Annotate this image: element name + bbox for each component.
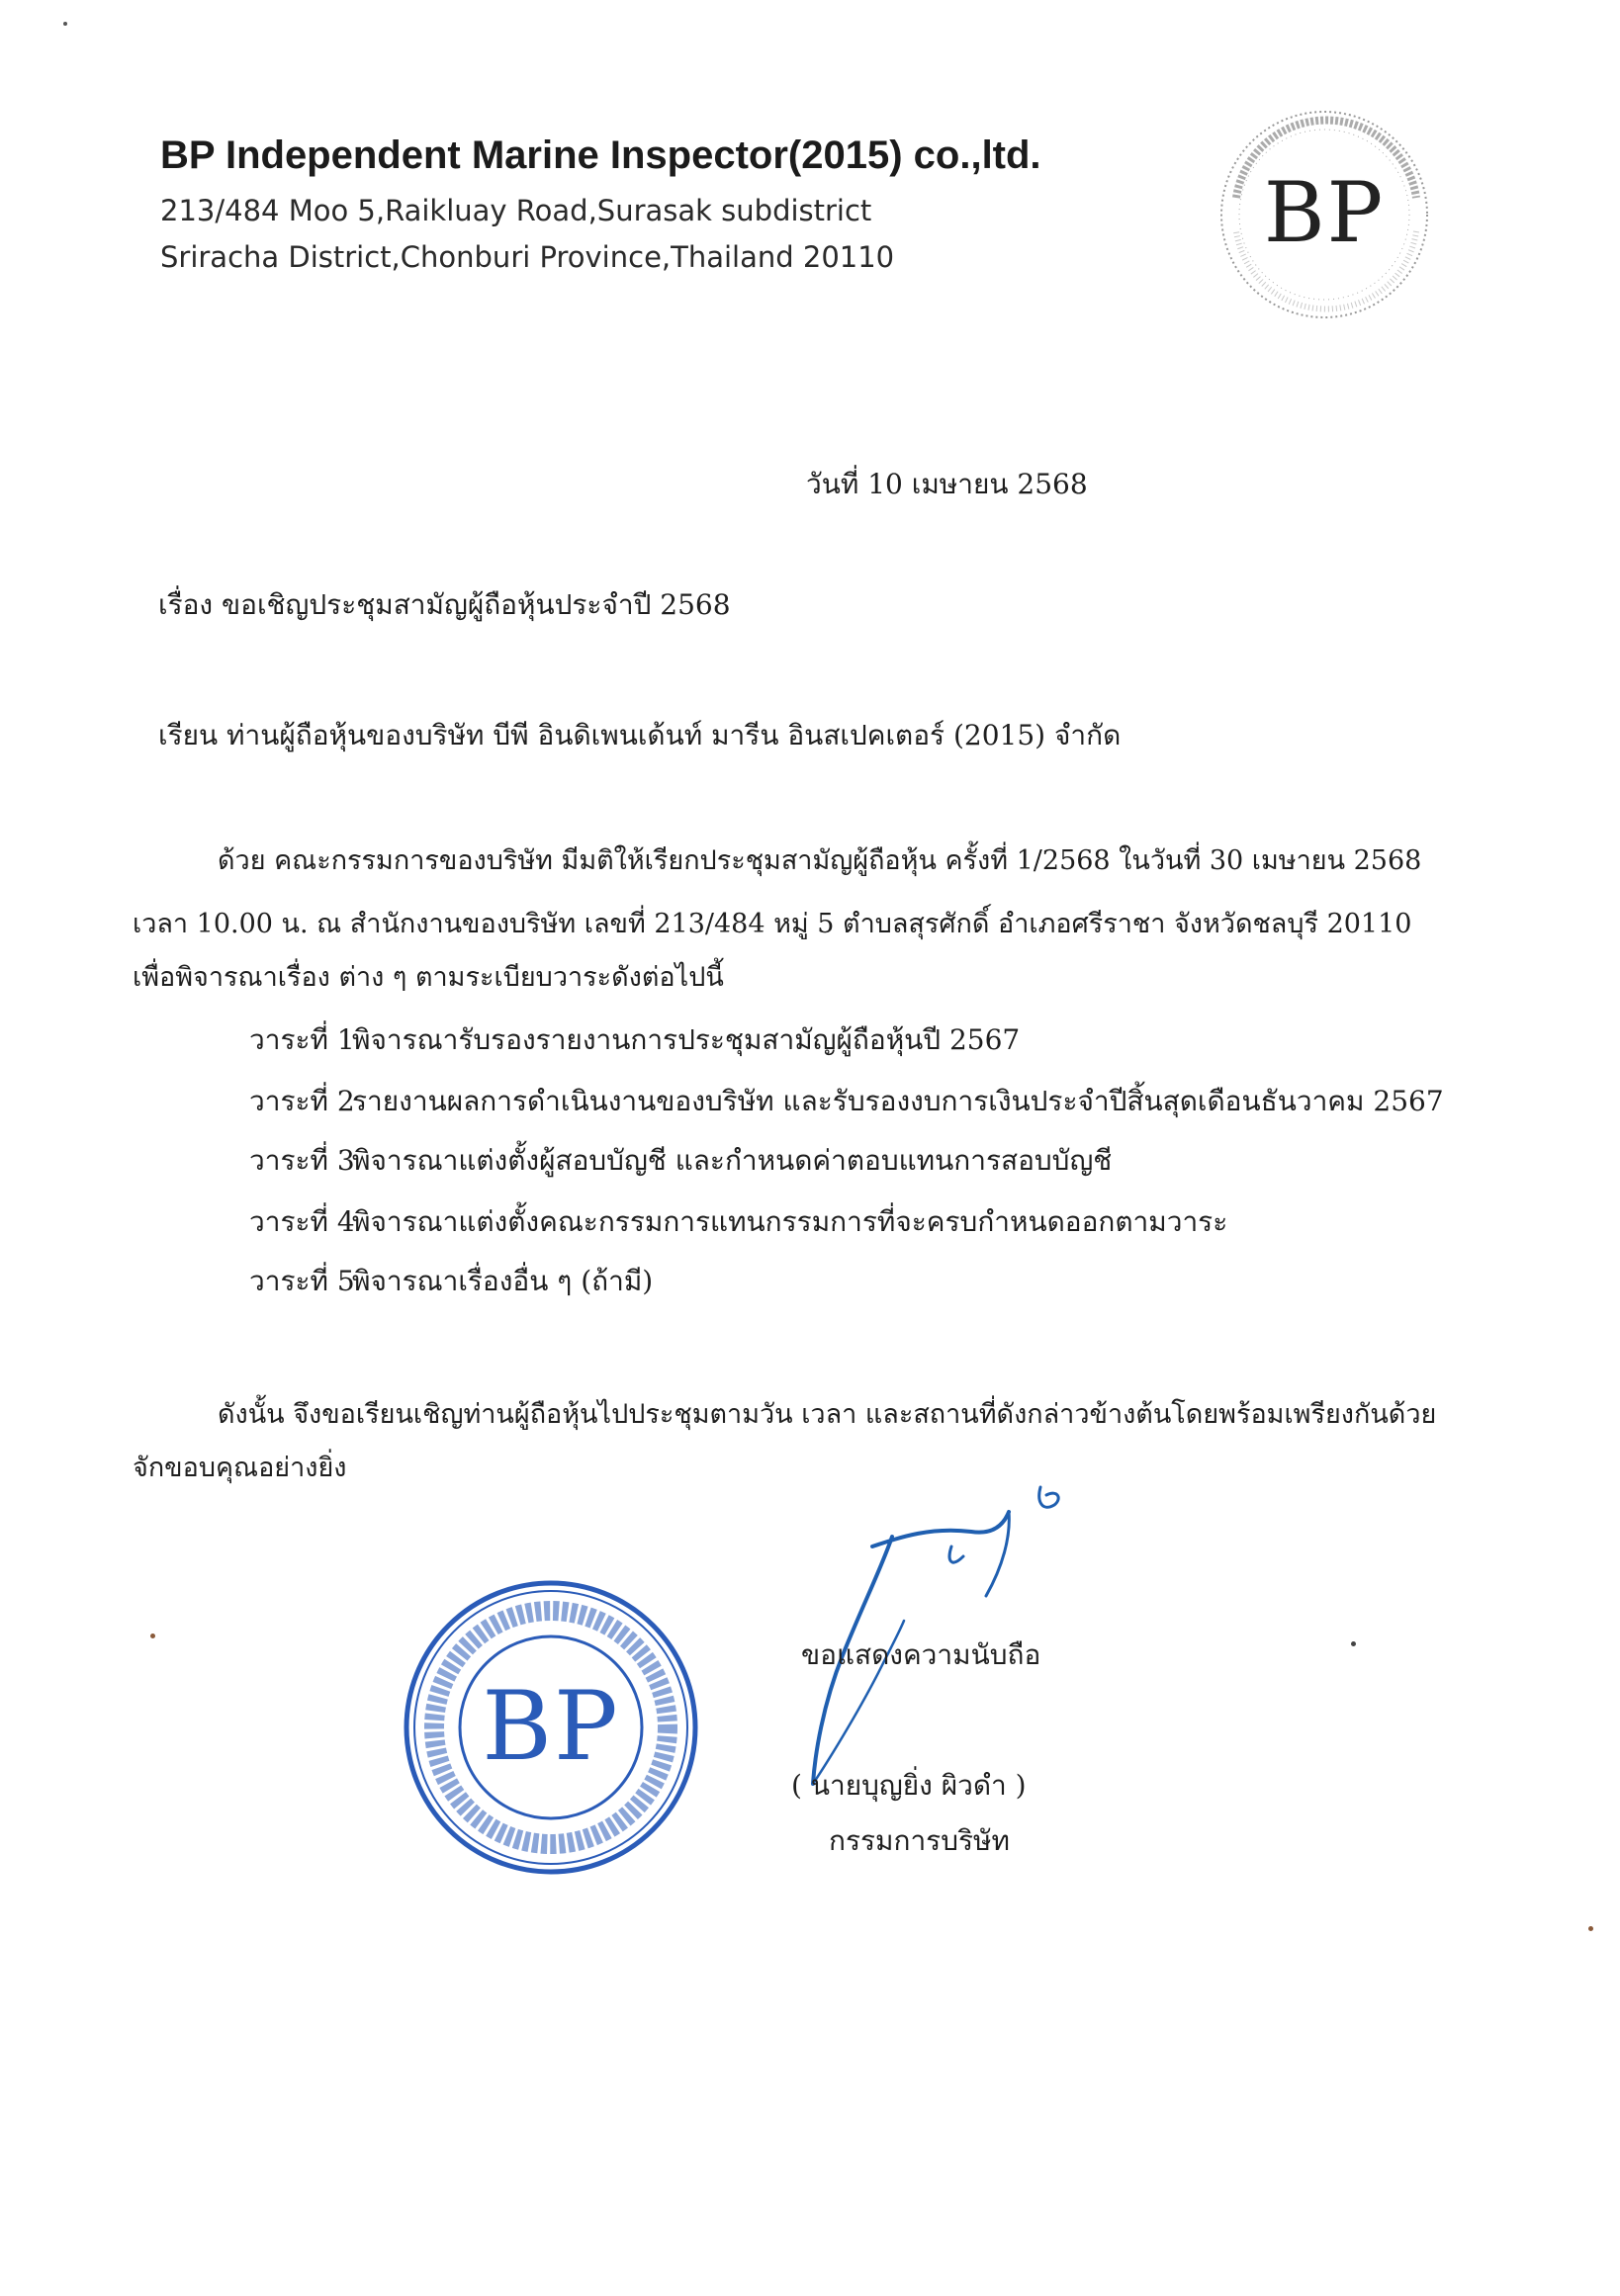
agenda-text: พิจารณาแต่งตั้งผู้สอบบัญชี และกำหนดค่าตอบแทนการสอบบัญชี	[352, 1144, 1113, 1177]
agenda-text: รายงานผลการดำเนินงานของบริษัท และรับรองงบการเงินประจำปีสิ้นสุดเดือนธันวาคม 2567	[352, 1085, 1444, 1117]
paper-speck	[63, 22, 67, 26]
letter-salutation: เรียน ท่านผู้ถือหุ้นของบริษัท บีพี อินดิเพนเด้นท์ มารีน อินสเปคเตอร์ (2015) จำกัด	[158, 719, 1122, 751]
body-line-3: เพื่อพิจารณาเรื่อง ต่าง ๆ ตามระเบียบวาระดังต่อไปนี้	[133, 962, 724, 993]
agenda-number: วาระที่ 5	[249, 1265, 355, 1297]
agenda-item	[249, 1139, 1112, 1183]
company-stamp	[398, 1574, 704, 1881]
agenda-text: พิจารณารับรองรายงานการประชุมสามัญผู้ถือหุ้นปี 2567	[352, 1023, 1021, 1056]
agenda-text: พิจารณาแต่งตั้งคณะกรรมการแทนกรรมการที่จะครบกำหนดออกตามวาระ	[352, 1205, 1228, 1238]
agenda-number: วาระที่ 4	[249, 1205, 355, 1238]
agenda-text: พิจารณาเรื่องอื่น ๆ (ถ้ามี)	[352, 1265, 654, 1297]
closing-line-1: ดังนั้น จึงขอเรียนเชิญท่านผู้ถือหุ้นไปประชุมตามวัน เวลา และสถานที่ดังกล่าวข้างต้นโดยพร้อมเพรียงกันด้วย	[218, 1399, 1437, 1430]
signer-title: กรรมการบริษัท	[829, 1824, 1010, 1857]
company-address-line2: Sriracha District,Chonburi Province,Thailand 20110	[160, 240, 895, 274]
letter-date: วันที่ 10 เมษายน 2568	[806, 468, 1088, 500]
body-line-1: ด้วย คณะกรรมการของบริษัท มีมติให้เรียกประชุมสามัญผู้ถือหุ้น ครั้งที่ 1/2568 ในวันที่ 30 เมษายน 2568	[218, 845, 1422, 876]
paper-speck	[1588, 1926, 1593, 1931]
closing-line-2: จักขอบคุณอย่างยิ่ง	[133, 1453, 347, 1483]
paper-speck	[1351, 1641, 1356, 1646]
closing-regards: ขอแสดงความนับถือ	[801, 1638, 1041, 1671]
company-name: BP Independent Marine Inspector(2015) co.,ltd.	[160, 133, 1041, 177]
agenda-number: วาระที่ 1	[249, 1023, 355, 1056]
company-address-line1: 213/484 Moo 5,Raikluay Road,Surasak subdistrict	[160, 194, 872, 227]
agenda-item	[249, 1018, 1020, 1062]
agenda-item	[249, 1260, 653, 1303]
signer-name: ( นายบุญยิ่ง ผิวดำ )	[791, 1769, 1027, 1802]
company-stamp-letters: BP	[482, 1671, 620, 1782]
agenda-item	[249, 1080, 1444, 1123]
paper-speck	[150, 1634, 155, 1638]
seal-logo-letters: BP	[1263, 164, 1386, 261]
letter-subject: เรื่อง ขอเชิญประชุมสามัญผู้ถือหุ้นประจำปี 2568	[158, 588, 731, 621]
agenda-number: วาระที่ 3	[249, 1144, 355, 1177]
body-line-2: เวลา 10.00 น. ณ สำนักงานของบริษัท เลขที่ 213/484 หมู่ 5 ตำบลสุรศักดิ์ อำเภอศรีราชา จังหวัดชลบุรี 20110	[133, 909, 1412, 939]
agenda-item	[249, 1200, 1227, 1244]
company-seal-logo	[1213, 103, 1436, 326]
agenda-number: วาระที่ 2	[249, 1085, 355, 1117]
